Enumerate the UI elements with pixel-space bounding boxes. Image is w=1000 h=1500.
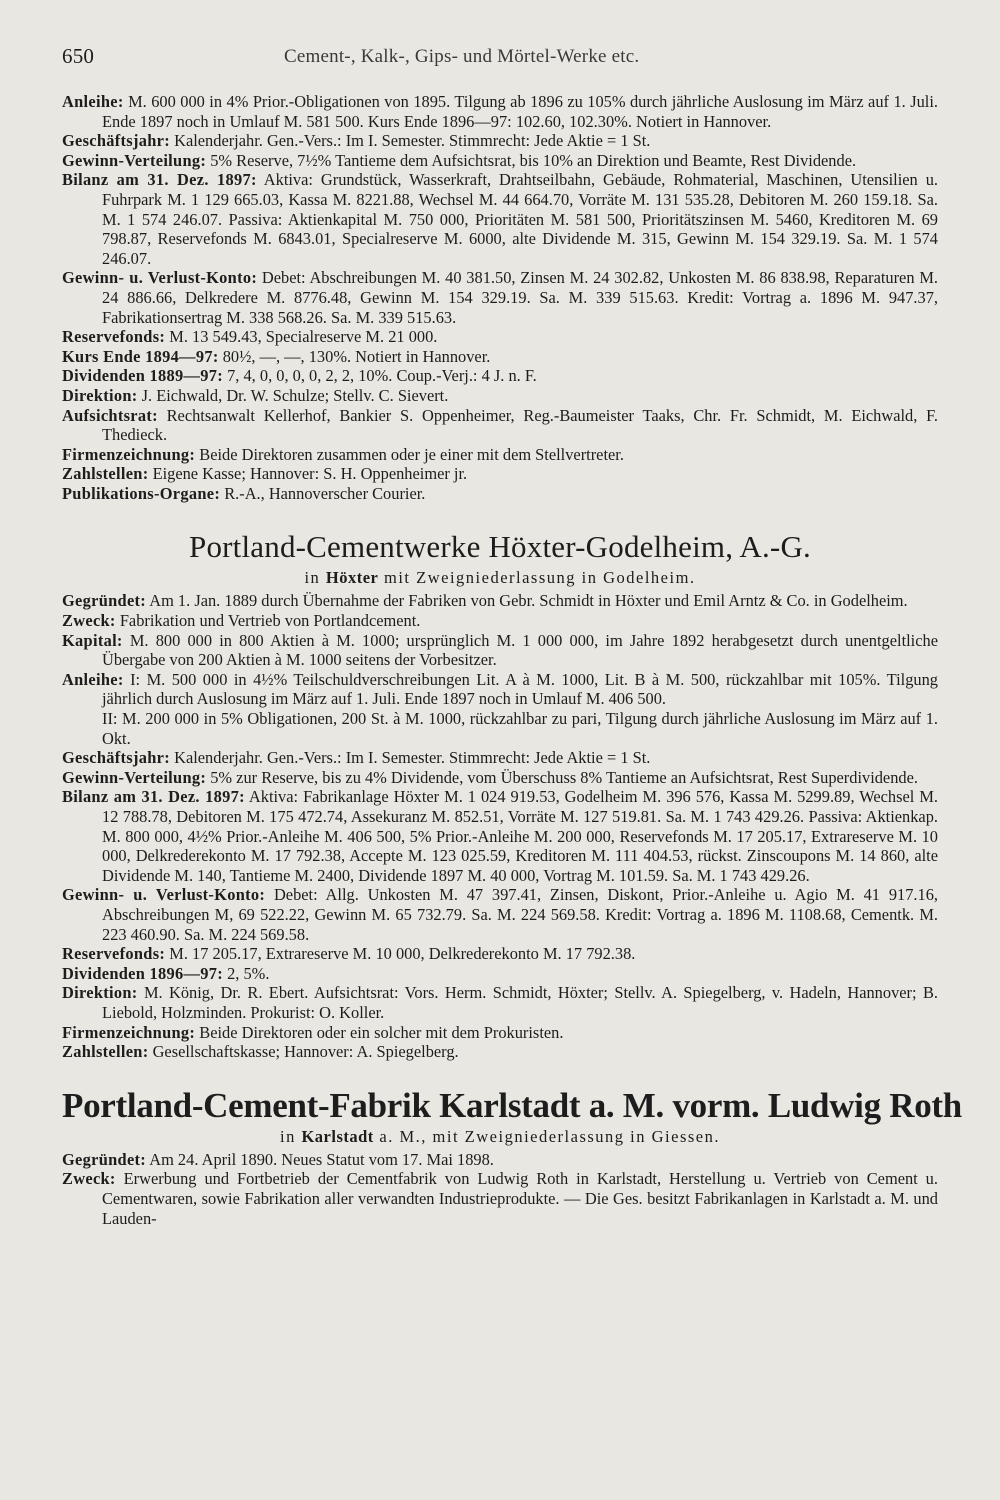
entry-kurs: Kurs Ende 1894—97: 80½, —, —, 130%. Notiert in Hannover. bbox=[62, 346, 491, 366]
entry-kapital: Kapital: M. 800 000 in 800 Aktien à M. 1000; ursprünglich M. 1 000 000, im Jahre 1892 herabgesetzt durch unentgeltliche Übergabe von 200 Aktien à M. 1000 seitens der Vorbesitzer. bbox=[62, 630, 938, 670]
entry-gewinn-verlust-konto: Gewinn- u. Verlust-Konto: Debet: Abschreibungen M. 40 381.50, Zinsen M. 24 302.82, Unkosten M. 86 838.98, Reparaturen M. 24 886.66, Delkredere M. 8776.48, Gewinn M. 154 329.19. Sa. M. 339 515.63. Kredit: Vortrag a. 1896 M. 947.37, Fabrikationsertrag M. 338 568.26. Sa. M. 339 515.63. bbox=[62, 268, 938, 327]
entry-gegruendet: Gegründet: Am 24. April 1890. Neues Statut vom 17. Mai 1898. bbox=[62, 1149, 494, 1169]
company-title: Portland-Cementwerke Höxter-Godelheim, A.-G. bbox=[189, 529, 811, 565]
entry-dividenden: Dividenden 1889—97: 7, 4, 0, 0, 0, 0, 2, 2, 10%. Coup.-Verj.: 4 J. n. F. bbox=[62, 366, 537, 386]
entry-aufsichtsrat: Aufsichtsrat: Rechtsanwalt Kellerhof, Bankier S. Oppenheimer, Reg.-Baumeister Taaks, Chr. Fr. Schmidt, M. Eichwald, F. Thedieck. bbox=[62, 405, 938, 445]
company-karlstadt bbox=[62, 1085, 962, 1228]
entry-bilanz: Bilanz am 31. Dez. 1897: Aktiva: Grundstück, Wasserkraft, Drahtseilbahn, Gebäude, Rohmaterial, Maschinen, Utensilien u. Fuhrpark M. 1 129 665.03, Kassa M. 8221.88, Wechsel M. 44 664.70, Vorräte M. 131 535.28, Debitoren M. 260 159.18. Sa. M. 1 574 246.07. Passiva: Aktienkapital M. 750 000, Prioritäten M. 581 500, Prioritätszinsen M. 5460, Kreditoren M. 69 798.87, Reservefonds M. 6843.01, Specialreserve M. 6000, alte Dividende M. 315, Gewinn M. 154 329.19. Sa. M. 1 574 246.07. bbox=[62, 170, 939, 268]
entry-geschaeftsjahr: Geschäftsjahr: Kalenderjahr. Gen.-Vers.: Im I. Semester. Stimmrecht: Jede Aktie = 1 St. bbox=[62, 131, 651, 151]
entry-gegruendet: Gegründet: Am 1. Jan. 1889 durch Übernahme der Fabriken von Gebr. Schmidt in Höxter und Emil Arntz & Co. in Godelheim. bbox=[62, 591, 908, 611]
entry-firmenzeichnung: Firmenzeichnung: Beide Direktoren oder ein solcher mit dem Prokuristen. bbox=[62, 1022, 564, 1042]
company-location: in Höxter mit Zweigniederlassung in Godelheim. bbox=[304, 568, 696, 588]
running-header bbox=[62, 44, 938, 72]
page-content bbox=[62, 92, 962, 1228]
entry-gewinn-verlust-konto: Gewinn- u. Verlust-Konto: Debet: Allg. Unkosten M. 47 397.41, Zinsen, Diskont, Prior.-Anleihe u. Agio M. 41 917.16, Abschreibungen M, 69 522.22, Gewinn M. 65 732.79. Sa. M. 224 569.58. Kredit: Vortrag a. 1896 M. 1108.68, Cementk. M. 223 460.90. Sa. M. 224 569.58. bbox=[62, 885, 938, 944]
entry-gewinn-verteilung: Gewinn-Verteilung: 5% Reserve, 7½% Tantieme dem Aufsichtsrat, bis 10% an Direktion und Beamte, Rest Dividende. bbox=[62, 150, 857, 170]
entry-gewinn-verteilung: Gewinn-Verteilung: 5% zur Reserve, bis zu 4% Dividende, vom Überschuss 8% Tantieme an Aufsichtsrat, Rest Superdividende. bbox=[62, 767, 918, 787]
entry-direktion: Direktion: J. Eichwald, Dr. W. Schulze; Stellv. C. Sievert. bbox=[62, 385, 449, 405]
page-number: 650 bbox=[62, 44, 95, 68]
entry-direktion: Direktion: M. König, Dr. R. Ebert. Aufsichtsrat: Vors. Herm. Schmidt, Höxter; Stellv. A. Spiegelberg, v. Hadeln, Hannover; B. Liebold, Holzminden. Prokurist: O. Koller. bbox=[62, 983, 938, 1022]
entry-zweck: Zweck: Fabrikation und Vertrieb von Portlandcement. bbox=[62, 611, 421, 631]
entry-zweck: Zweck: Erwerbung und Fortbetrieb der Cementfabrik von Ludwig Roth in Karlstadt, Herstellung u. Vertrieb von Cement u. Cementwaren, sowie Fabrikation aller verwandten Industrieprodukte. — Die Ges. besitzt Fabrikanlagen in Karlstadt a. M. und Lauden- bbox=[62, 1169, 938, 1228]
entry-geschaeftsjahr: Geschäftsjahr: Kalenderjahr. Gen.-Vers.: Im I. Semester. Stimmrecht: Jede Aktie = 1 St. bbox=[62, 748, 651, 768]
entry-bilanz: Bilanz am 31. Dez. 1897: Aktiva: Fabrikanlage Höxter M. 1 024 919.53, Godelheim M. 396 576, Kassa M. 5299.89, Wechsel M. 12 788.78, Debitoren M. 175 472.74, Assekuranz M. 852.51, Vorräte M. 127 519.81. Sa. M. 1 743 429.26. Passiva: Aktienkap. M. 800 000, 4½% Prior.-Anleihe M. 406 500, 5% Prior.-Anleihe M. 200 000, Reservefonds M. 17 205.17, Extrareserve M. 10 000, Delkrederekonto M. 17 792.38, Accepte M. 123 025.59, Kreditoren M. 111 404.53, rückst. Zinscoupons M. 14 860, alte Dividende M. 140, Tantieme M. 2400, Dividende 1897 M. 40 000, Vortrag M. 101.59. Sa. M. 1 743 429.26. bbox=[62, 787, 938, 885]
entry-reservefonds: Reservefonds: M. 17 205.17, Extrareserve M. 10 000, Delkrederekonto M. 17 792.38. bbox=[62, 944, 636, 964]
entry-anleihe-i: Anleihe: I: M. 500 000 in 4½% Teilschuldverschreibungen Lit. A à M. 1000, Lit. B à M. 500, rückzahlbar mit 105%. Tilgung jährlich durch Auslosung im März auf 1. Juli. Ende 1897 noch in Umlauf M. 406 500. bbox=[62, 669, 938, 709]
company-hoexter-godelheim bbox=[62, 529, 938, 1061]
previous-company-entry bbox=[62, 92, 938, 503]
entry-reservefonds: Reservefonds: M. 13 549.43, Specialreserve M. 21 000. bbox=[62, 327, 438, 347]
company-title: Portland-Cement-Fabrik Karlstadt a. M. vorm. Ludwig Roth bbox=[62, 1085, 962, 1125]
running-title: Cement-, Kalk-, Gips- und Mörtel-Werke etc. bbox=[284, 46, 640, 67]
entry-dividenden: Dividenden 1896—97: 2, 5%. bbox=[62, 963, 270, 983]
entry-anleihe: Anleihe: M. 600 000 in 4% Prior.-Obligationen von 1895. Tilgung ab 1896 zu 105% durch jährliche Auslosung im März auf 1. Juli. Ende 1897 noch in Umlauf M. 581 500. Kurs Ende 1896—97: 102.60, 102.30%. Notiert in Hannover. bbox=[62, 92, 938, 131]
entry-anleihe-ii: II: M. 200 000 in 5% Obligationen, 200 St. à M. 1000, rückzahlbar zu pari, Tilgung durch jährliche Auslosung im März auf 1. Okt. bbox=[102, 709, 938, 748]
entry-publikations-organe: Publikations-Organe: R.-A., Hannoverscher Courier. bbox=[62, 483, 426, 503]
entry-zahlstellen: Zahlstellen: Gesellschaftskasse; Hannover: A. Spiegelberg. bbox=[62, 1042, 459, 1062]
entry-firmenzeichnung: Firmenzeichnung: Beide Direktoren zusammen oder je einer mit dem Stellvertreter. bbox=[62, 444, 624, 464]
entry-zahlstellen: Zahlstellen: Eigene Kasse; Hannover: S. H. Oppenheimer jr. bbox=[62, 464, 468, 484]
company-location: in Karlstadt a. M., mit Zweigniederlassung in Giessen. bbox=[279, 1126, 720, 1146]
